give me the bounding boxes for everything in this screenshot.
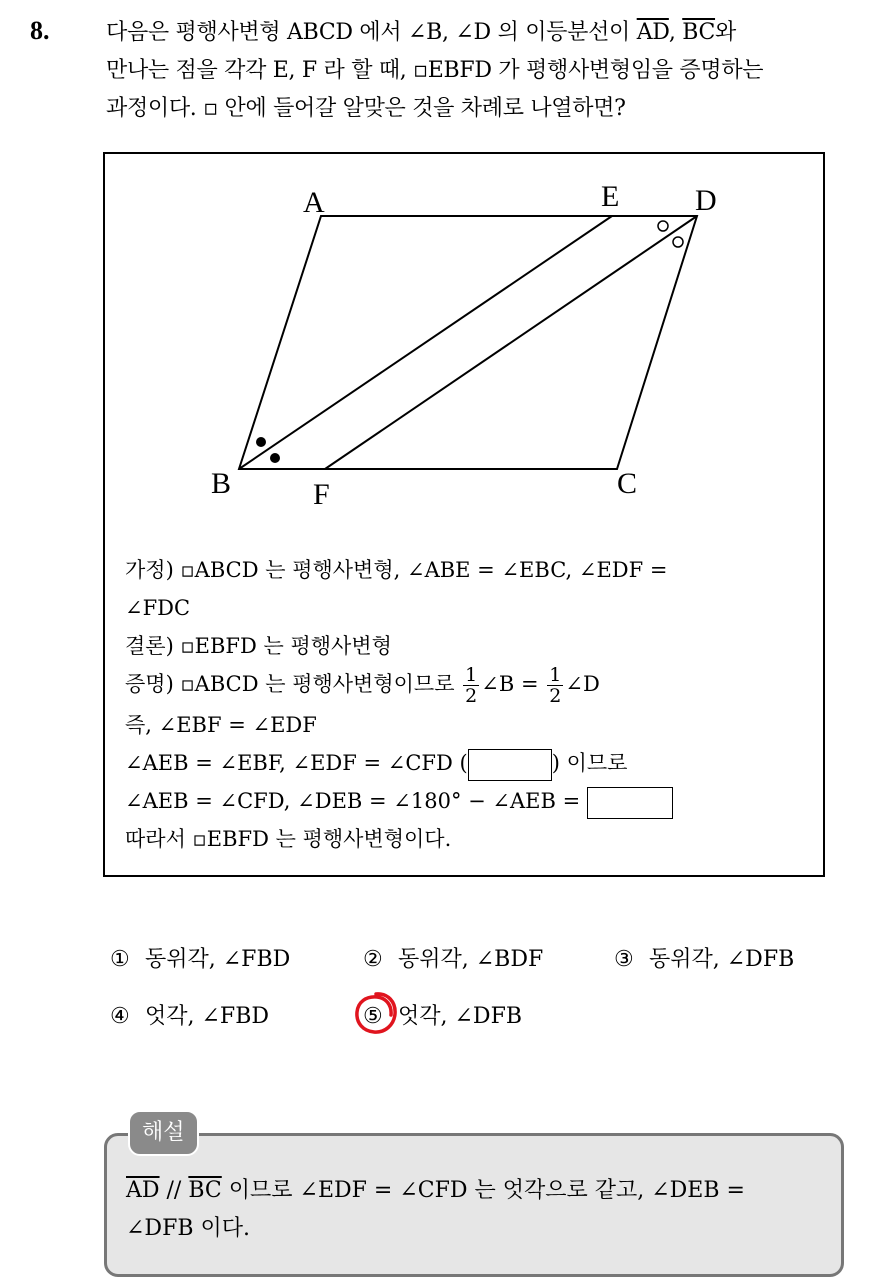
proof-step-2-text: ∠AEB = ∠EBF, ∠EDF = ∠CFD (: [125, 751, 468, 775]
option-1[interactable]: [110, 942, 290, 973]
explanation-text: [126, 1172, 836, 1248]
option-3-number: ③: [614, 947, 634, 972]
explanation-tag: 해설: [128, 1110, 199, 1156]
fraction-numerator: 1: [465, 664, 478, 686]
explanation-line-1-text: 이므로 ∠EDF = ∠CFD 는 엇각으로 같고, ∠DEB =: [221, 1178, 745, 1203]
option-1-text: 동위각, ∠FBD: [145, 947, 291, 972]
option-4-number: ④: [110, 1004, 130, 1029]
bisector-df: [325, 216, 697, 469]
option-4-text: 엇각, ∠FBD: [145, 1004, 269, 1029]
proof-statement: [125, 665, 815, 706]
proof-statement-mid: ∠B =: [481, 672, 546, 696]
option-2-text: 동위각, ∠BDF: [398, 947, 544, 972]
label-d: D: [695, 184, 717, 217]
proof-assumption: 가정) ▫ABCD 는 평행사변형, ∠ABE = ∠EBC, ∠EDF =: [125, 558, 668, 582]
proof-assumption-cont: ∠FDC: [125, 596, 191, 620]
question-line-2: 만나는 점을 각각 E, F 라 할 때, ▫EBFD 가 평행사변형임을 증명하는: [106, 58, 764, 83]
option-2[interactable]: [363, 942, 543, 973]
fraction-half-2: [547, 665, 563, 706]
bisector-be: [239, 216, 612, 469]
question-text: [106, 14, 866, 128]
proof-step-2: [125, 744, 815, 782]
angle-dot-b1: [256, 437, 266, 447]
option-5-number: ⑤: [363, 1004, 383, 1029]
option-3[interactable]: [614, 942, 794, 973]
proof-step-3: [125, 782, 815, 820]
explanation-line-1: [126, 1172, 836, 1210]
parallel-symbol: //: [159, 1178, 189, 1203]
question-number: 8.: [30, 16, 50, 45]
label-a: A: [303, 186, 325, 219]
angle-dot-b2: [270, 453, 280, 463]
figure-proof-box: [103, 152, 825, 877]
proof-step-1: 즉, ∠EBF = ∠EDF: [125, 713, 317, 737]
label-f: F: [313, 478, 330, 511]
fraction-numerator: 1: [549, 664, 562, 686]
question-line-3: 과정이다. ▫ 안에 들어갈 알맞은 것을 차례로 나열하면?: [106, 96, 626, 121]
question-line-1-text: 다음은 평행사변형 ABCD 에서 ∠B, ∠D 의 이등분선이: [106, 20, 637, 45]
fraction-denominator: 2: [465, 685, 478, 707]
proof-step-3-text: ∠AEB = ∠CFD, ∠DEB = ∠180° − ∠AEB =: [125, 789, 587, 813]
parallelogram-abcd: [239, 216, 697, 469]
option-2-number: ②: [363, 947, 383, 972]
option-4[interactable]: [110, 999, 269, 1030]
option-5-text: 엇각, ∠DFB: [398, 1004, 522, 1029]
question-line-1-end: 와: [715, 20, 736, 45]
angle-mark-d2: [673, 237, 683, 247]
proof-text: [125, 551, 815, 858]
explanation-line-2: ∠DFB 이다.: [126, 1216, 250, 1241]
label-c: C: [617, 467, 638, 500]
label-b: B: [211, 467, 232, 500]
label-e: E: [601, 180, 620, 213]
separator: ,: [668, 20, 683, 45]
proof-statement-end: ∠D: [565, 672, 600, 696]
proof-step-2-end: ) 이므로: [551, 751, 628, 775]
proof-statement-text: 증명) ▫ABCD 는 평행사변형이므로: [125, 672, 462, 696]
answer-circle-mark: [353, 990, 399, 1036]
parallelogram-figure: [105, 154, 823, 534]
question-line-1: [106, 14, 866, 52]
fraction-half-1: [463, 665, 479, 706]
proof-conclusion: 결론) ▫EBFD 는 평행사변형: [125, 634, 392, 658]
segment-bc: $\overline{BC}$: [682, 20, 716, 45]
explanation-segment-bc: $\overline{BC}$: [188, 1178, 222, 1203]
option-1-number: ①: [110, 947, 130, 972]
fraction-denominator: 2: [549, 685, 562, 707]
explanation-segment-ad: $\overline{AD}$: [126, 1178, 160, 1203]
answer-blank-2[interactable]: [587, 787, 673, 819]
angle-mark-d1: [658, 221, 668, 231]
answer-blank-1[interactable]: [468, 749, 552, 781]
option-3-text: 동위각, ∠DFB: [649, 947, 795, 972]
segment-ad: $\overline{AD}$: [636, 20, 669, 45]
proof-final: 따라서 ▫EBFD 는 평행사변형이다.: [125, 827, 452, 851]
